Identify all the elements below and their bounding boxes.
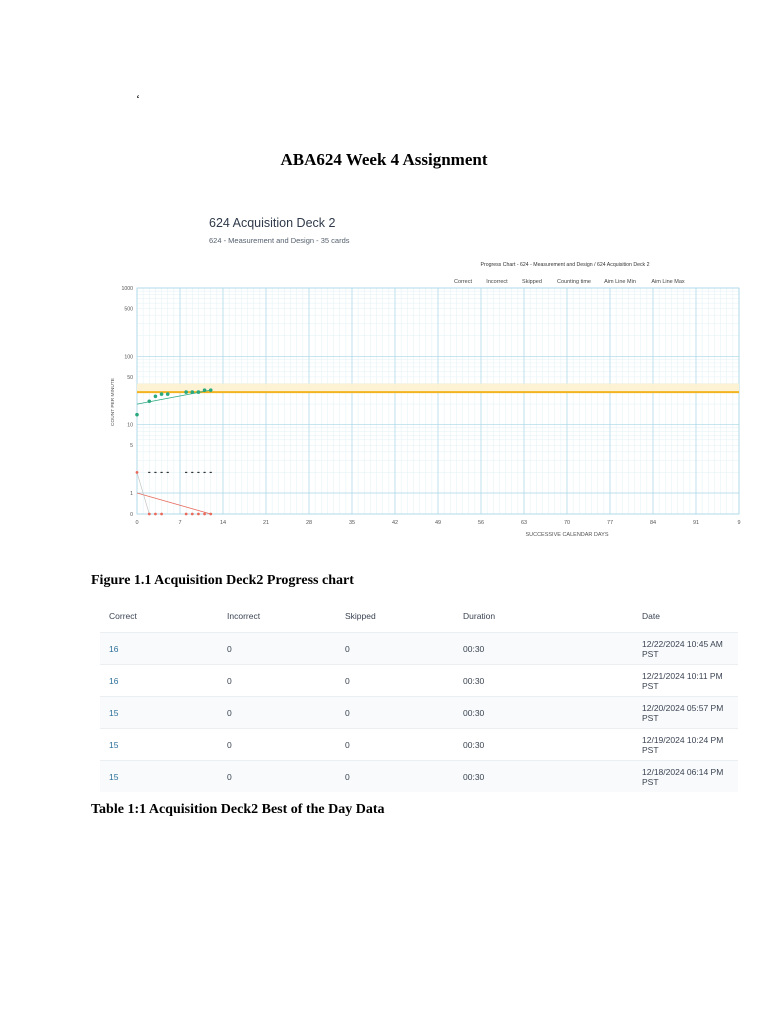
chart-title: Progress Chart - 624 - Measurement and Design / 624 Acquisition Deck 2 <box>480 262 650 268</box>
x-tick-label: 49 <box>434 520 442 526</box>
incorrect-point <box>136 471 139 474</box>
x-tick-label: 63 <box>520 520 528 526</box>
document-title: ABA624 Week 4 Assignment <box>280 150 488 169</box>
chart-y-axis-label: COUNT PER MINUTE <box>111 378 116 426</box>
chart-major-grid <box>137 288 739 514</box>
cell-duration: 00:30 <box>454 633 633 665</box>
incorrect-point <box>154 513 157 516</box>
table-row <box>100 761 738 793</box>
chart-aim-lines <box>137 384 739 393</box>
x-tick-label: 14 <box>219 520 227 526</box>
cell-skipped: 0 <box>336 761 454 793</box>
x-tick-label: 91 <box>692 520 700 526</box>
header-correct: Correct <box>109 611 137 621</box>
cell-duration: 00:30 <box>454 697 633 729</box>
chart-labels <box>121 279 740 526</box>
cell-date: 12/22/2024 10:45 AM PST <box>633 633 738 665</box>
incorrect-point <box>203 513 206 516</box>
y-tick-label: 0 <box>130 512 133 518</box>
legend-entry: Aim Line Min <box>604 279 636 285</box>
incorrect-point <box>197 513 200 516</box>
legend-entry: Correct <box>453 279 473 285</box>
header-date: Date <box>642 611 660 621</box>
cell-incorrect: 0 <box>218 761 336 793</box>
correct-point <box>190 390 194 394</box>
aim-band <box>137 384 739 393</box>
header-skipped: Skipped <box>345 611 376 621</box>
x-tick-label: 56 <box>477 520 485 526</box>
cell-duration: 00:30 <box>454 761 633 793</box>
header-duration: Duration <box>463 611 496 621</box>
cell-skipped: 0 <box>336 729 454 761</box>
incorrect-point <box>160 513 163 516</box>
correct-point <box>154 395 158 399</box>
incorrect-point <box>148 513 151 516</box>
y-tick-label: 1 <box>130 491 133 497</box>
correct-point <box>160 392 164 396</box>
x-tick-label: 42 <box>391 520 399 526</box>
table-row <box>100 697 738 729</box>
correct-point <box>166 392 170 396</box>
deck-title: 624 Acquisition Deck 2 <box>209 216 336 230</box>
correct-point <box>203 388 207 392</box>
legend-entry: Skipped <box>522 279 542 285</box>
x-tick-label: 84 <box>649 520 657 526</box>
cell-date: 12/18/2024 06:14 PM PST <box>633 761 738 793</box>
correct-point <box>135 413 139 417</box>
figure-caption: Figure 1.1 Acquisition Deck2 Progress chart <box>91 573 354 588</box>
x-tick-label: 21 <box>262 520 270 526</box>
table-header-row <box>100 600 738 633</box>
x-tick-label: 0 <box>135 520 139 526</box>
cell-date: 12/20/2024 05:57 PM PST <box>633 697 738 729</box>
y-tick-label: 1000 <box>121 286 133 292</box>
cell-incorrect: 0 <box>218 633 336 665</box>
best-of-day-table <box>100 600 738 792</box>
legend-entry: Incorrect <box>486 279 508 285</box>
y-tick-label: 50 <box>127 374 133 381</box>
cell-correct: 15 <box>100 729 218 761</box>
incorrect-point <box>209 513 212 516</box>
stray-quote-mark: ‘ <box>136 92 140 106</box>
correct-point <box>197 390 201 394</box>
x-tick-label: 70 <box>563 520 571 526</box>
cell-duration: 00:30 <box>454 729 633 761</box>
x-tick-label: 77 <box>606 520 614 526</box>
table-caption: Table 1:1 Acquisition Deck2 Best of the Day Data <box>91 802 385 817</box>
table-row <box>100 633 738 665</box>
cell-skipped: 0 <box>336 697 454 729</box>
cell-correct: 15 <box>100 697 218 729</box>
correct-point <box>147 399 151 403</box>
legend-entry: Counting time <box>557 279 591 285</box>
correct-point <box>209 388 213 392</box>
y-tick-label: 100 <box>124 354 133 361</box>
cell-skipped: 0 <box>336 665 454 697</box>
legend-entry: Aim Line Max <box>651 279 685 285</box>
table-row <box>100 665 738 697</box>
chart-x-axis-label: SUCCESSIVE CALENDAR DAYS <box>525 532 609 538</box>
header-incorrect: Incorrect <box>227 611 261 621</box>
correct-point <box>184 390 188 394</box>
x-tick-label: 28 <box>305 520 313 526</box>
cell-correct: 16 <box>100 633 218 665</box>
y-tick-label: 5 <box>130 443 133 450</box>
x-tick-label: 35 <box>348 520 356 526</box>
cell-incorrect: 0 <box>218 665 336 697</box>
cell-correct: 15 <box>100 761 218 793</box>
cell-skipped: 0 <box>336 633 454 665</box>
table-row <box>100 729 738 761</box>
x-tick-label: 9 <box>737 520 741 526</box>
cell-duration: 00:30 <box>454 665 633 697</box>
incorrect-point <box>191 513 194 516</box>
cell-date: 12/21/2024 10:11 PM PST <box>633 665 738 697</box>
x-tick-label: 7 <box>178 520 182 526</box>
y-tick-label: 10 <box>127 422 133 429</box>
incorrect-point <box>185 513 188 516</box>
deck-subtitle: 624 - Measurement and Design - 35 cards <box>209 236 350 245</box>
cell-correct: 16 <box>100 665 218 697</box>
y-tick-label: 500 <box>124 306 133 313</box>
cell-incorrect: 0 <box>218 729 336 761</box>
cell-date: 12/19/2024 10:24 PM PST <box>633 729 738 761</box>
cell-incorrect: 0 <box>218 697 336 729</box>
